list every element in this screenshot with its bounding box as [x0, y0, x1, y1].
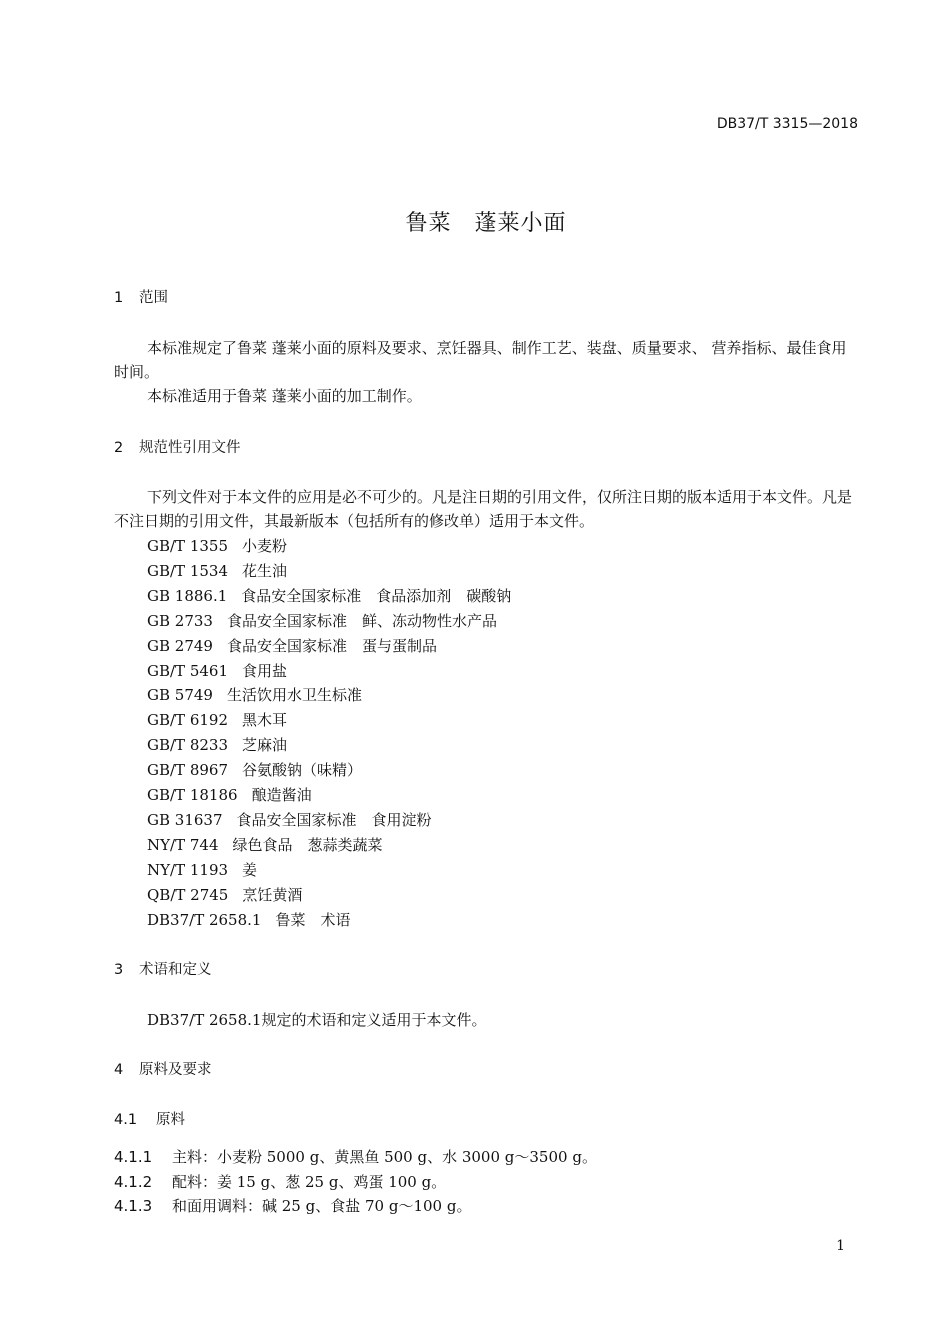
clause-number: 4.1.3 [114, 1197, 153, 1215]
clause-text: 和面用调料：碱 25 g、食盐 70 g～100 g。 [172, 1197, 472, 1215]
section-number: 1 [114, 290, 124, 306]
reference-code: GB 1886.1 [147, 586, 228, 605]
reference-item [147, 611, 497, 631]
reference-code: NY/T 744 [147, 835, 219, 854]
clause-text: 主料：小麦粉 5000 g、黄黑鱼 500 g、水 3000 g～3500 g。 [172, 1148, 597, 1166]
clause-item [114, 1147, 597, 1167]
reference-item [147, 710, 287, 730]
reference-code: GB 2749 [147, 636, 213, 655]
reference-title: 食品安全国家标准 食品添加剂 碳酸钠 [241, 586, 512, 605]
paragraph: 下列文件对于本文件的应用是必不可少的。凡是注日期的引用文件，仅所注日期的版本适用于本文件。凡是不注日期的引用文件，其最新版本（包括所有的修改单）适用于本文件。 [114, 488, 853, 530]
subsection-4-1-heading [114, 1110, 185, 1130]
reference-item [147, 810, 432, 830]
section-title: 原料及要求 [139, 1062, 212, 1078]
reference-title: 烹饪黄酒 [242, 885, 303, 904]
section-2-heading [114, 438, 241, 458]
reference-code: GB 2733 [147, 611, 213, 630]
reference-code: GB/T 5461 [147, 661, 229, 680]
reference-code: GB/T 8967 [147, 761, 229, 780]
reference-title: 黑木耳 [242, 711, 288, 730]
reference-item [147, 910, 350, 930]
reference-code: GB/T 8233 [147, 736, 229, 755]
reference-item [147, 785, 312, 805]
reference-title: 小麦粉 [242, 537, 288, 555]
reference-title: 酿造酱油 [251, 786, 312, 804]
reference-item [147, 760, 362, 780]
reference-title: 芝麻油 [242, 736, 288, 755]
page-title: 鲁菜 蓬莱小面 [405, 211, 567, 236]
section-number: 2 [114, 440, 124, 456]
reference-code: GB/T 18186 [147, 786, 238, 804]
section-3-heading [114, 960, 212, 980]
reference-item [147, 561, 287, 581]
reference-code: GB/T 1355 [147, 537, 229, 555]
section-number: 3 [114, 962, 124, 978]
paragraph: 本标准适用于鲁菜 蓬莱小面的加工制作。 [147, 387, 422, 405]
page-number: 1 [836, 1238, 845, 1254]
clause-number: 4.1.2 [114, 1172, 153, 1191]
section-title: 范围 [139, 290, 168, 306]
clause-item [114, 1196, 471, 1216]
reference-code: DB37/T 2658.1 [147, 910, 262, 929]
reference-title: 食品安全国家标准 蛋与蛋制品 [226, 636, 437, 655]
section-title: 原料 [156, 1112, 185, 1128]
reference-title: 食品安全国家标准 鲜、冻动物性水产品 [226, 611, 497, 630]
reference-title: 鲁菜 术语 [275, 910, 351, 929]
reference-title: 绿色食品 葱蒜类蔬菜 [232, 835, 383, 854]
reference-item [147, 735, 287, 755]
reference-code: NY/T 1193 [147, 860, 229, 879]
section-number: 4 [114, 1062, 124, 1078]
clause-number: 4.1.1 [114, 1148, 153, 1166]
paragraph: DB37/T 2658.1规定的术语和定义适用于本文件。 [147, 1011, 487, 1029]
clause-item [114, 1172, 446, 1192]
section-number: 4.1 [114, 1112, 138, 1128]
reference-code: GB 5749 [147, 686, 213, 705]
section-1-heading [114, 288, 168, 308]
reference-title: 食用盐 [242, 661, 288, 680]
reference-code: GB/T 6192 [147, 711, 229, 730]
section-title: 术语和定义 [139, 962, 212, 978]
reference-item [147, 685, 362, 705]
reference-item [147, 835, 383, 855]
reference-title: 花生油 [242, 561, 288, 580]
document-number: DB37/T 3315—2018 [716, 116, 858, 132]
section-4-heading [114, 1060, 212, 1080]
reference-item [147, 860, 257, 880]
clause-text: 配料：姜 15 g、葱 25 g、鸡蛋 100 g。 [172, 1172, 447, 1191]
reference-code: GB/T 1534 [147, 561, 229, 580]
reference-item [147, 586, 511, 606]
reference-item [147, 885, 302, 905]
paragraph: 本标准规定了鲁菜 蓬莱小面的原料及要求、烹饪器具、制作工艺、装盘、质量要求、 营养指标、最佳食用时间。 [114, 339, 847, 381]
reference-title: 姜 [242, 860, 258, 879]
reference-item [147, 661, 287, 681]
reference-code: QB/T 2745 [147, 885, 229, 904]
reference-title: 生活饮用水卫生标准 [226, 686, 362, 705]
reference-title: 食品安全国家标准 食用淀粉 [236, 810, 432, 829]
reference-item [147, 636, 437, 656]
reference-title: 谷氨酸钠（味精） [242, 761, 363, 780]
section-title: 规范性引用文件 [139, 440, 241, 456]
reference-item [147, 536, 287, 556]
reference-code: GB 31637 [147, 810, 223, 829]
